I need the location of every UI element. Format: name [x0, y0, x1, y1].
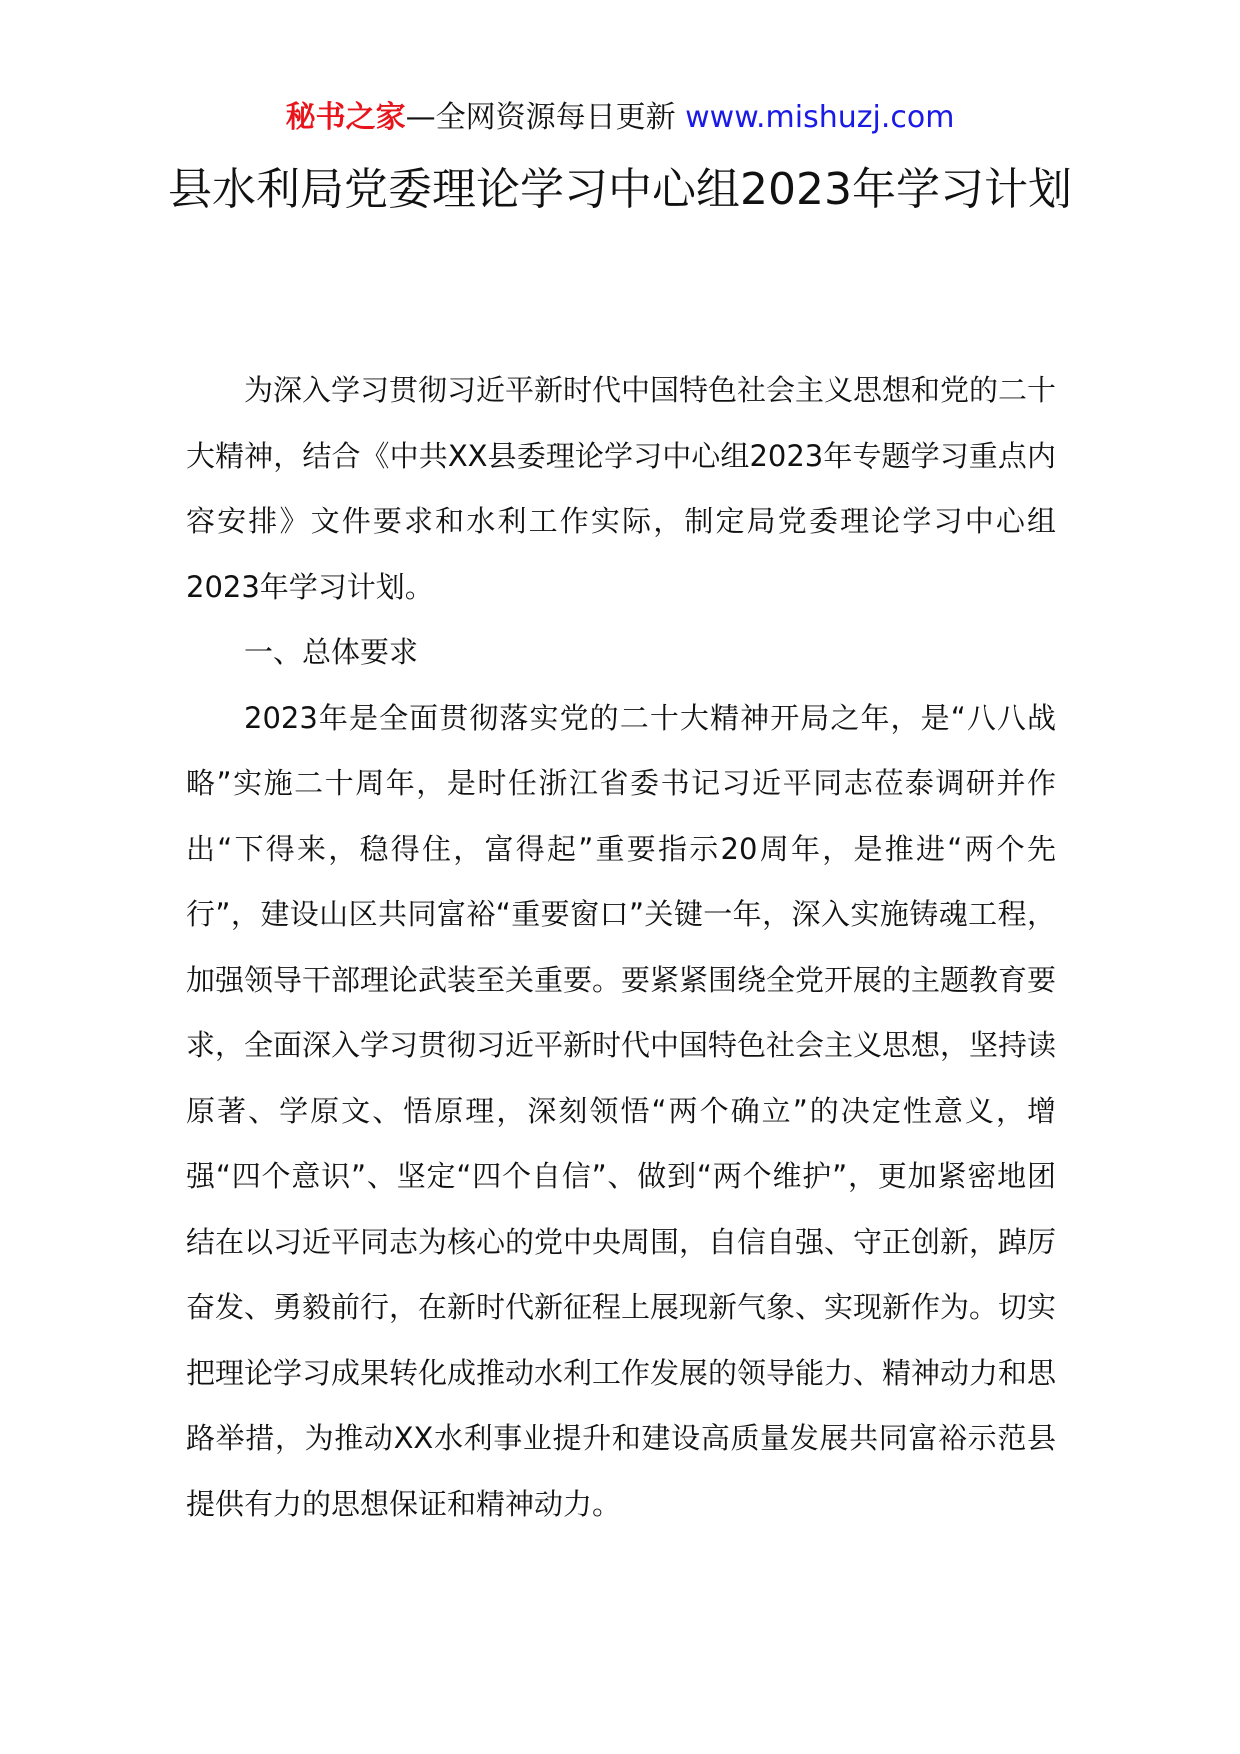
brand-name: 秘书之家 [285, 100, 406, 135]
site-url-link[interactable]: www.mishuzj.com [685, 100, 955, 135]
intro-paragraph: 为深入学习贯彻习近平新时代中国特色社会主义思想和党的二十大精神，结合《中共XX县委理论学习中心组2023年专题学习重点内容安排》文件要求和水利工作实际，制定局党委理论学习中心组2023年学习计划。 [186, 373, 1057, 604]
section-paragraph: 2023年是全面贯彻落实党的二十大精神开局之年，是“八八战略”实施二十周年，是时任浙江省委书记习近平同志莅泰调研并作出“下得来，稳得住，富得起”重要指示20周年，是推进“两个先行”，建设山区共同富裕“重要窗口”关键一年，深入实施铸魂工程，加强领导干部理论武装至关重要。要紧紧围绕全党开展的主题教育要求，全面深入学习贯彻习近平新时代中国特色社会主义思想，坚持读原著、学原文、悟原理，深刻领悟“两个确立”的决定性意义，增强“四个意识”、坚定“四个自信”、做到“两个维护”，更加紧密地团结在以习近平同志为核心的党中央周围，自信自强、守正创新，踔厉奋发、勇毅前行，在新时代新征程上展现新气象、实现新作为。切实把理论学习成果转化成推动水利工作发展的领导能力、精神动力和思路举措，为推动XX水利事业提升和建设高质量发展共同富裕示范县提供有力的思想保证和精神动力。 [186, 700, 1057, 1521]
watermark-header [0, 98, 1240, 138]
section-heading: 一、总体要求 [244, 635, 419, 669]
header-tagline: —全网资源每日更新 [405, 100, 676, 135]
document-title: 县水利局党委理论学习中心组2023年学习计划 [168, 164, 1072, 215]
document-body [186, 358, 1056, 1537]
